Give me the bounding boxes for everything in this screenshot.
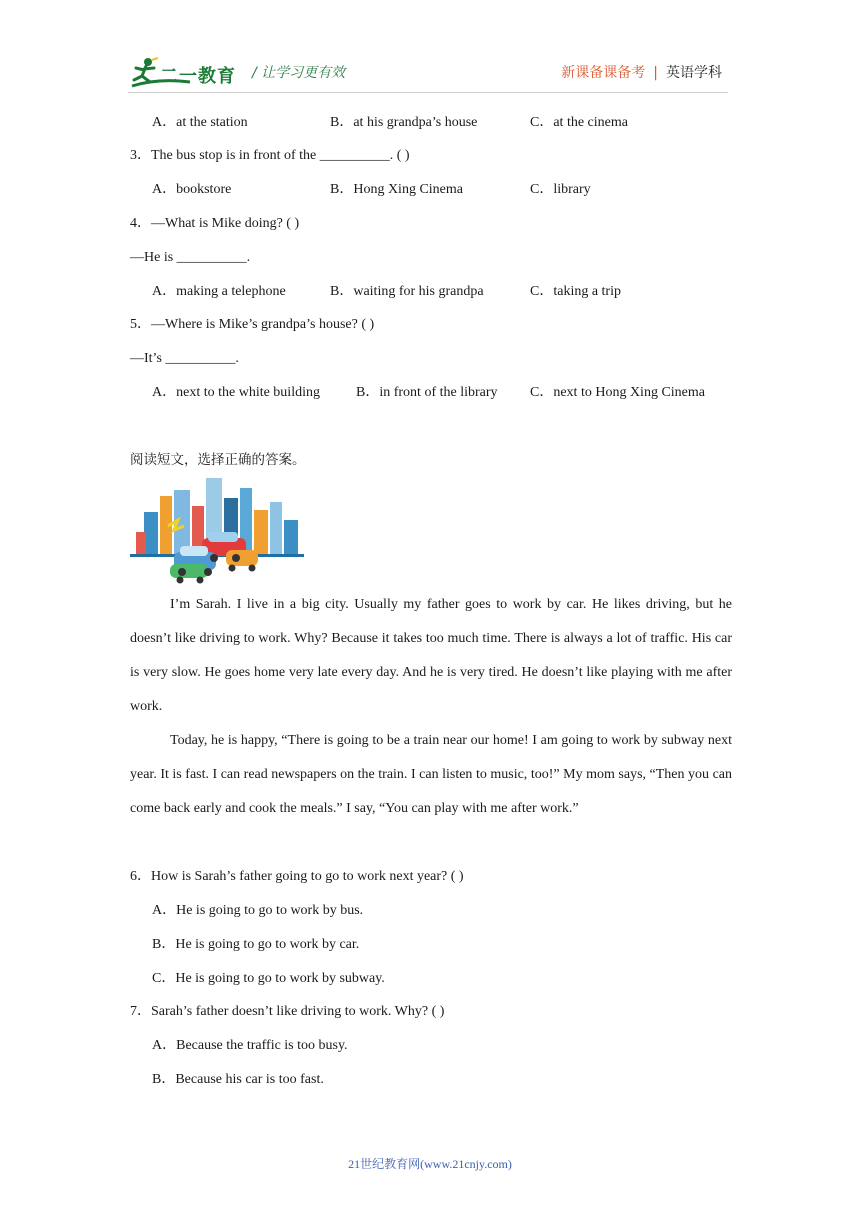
q4-option-b: B．waiting for his grandpa xyxy=(330,284,484,299)
passage-paragraph-2: Today, he is happy, “There is going to be a train near our home! I am going to work by subway next year. It is fast. I can read newspapers on the train. I can listen to music, too!” My mom says, “Then you can come back early and cook the meals.” I say, “You can play with me after work.” xyxy=(130,733,732,816)
q6-option-b: B．He is going to go to work by car. xyxy=(152,937,360,952)
q3-stem: 3．The bus stop is in front of the __________. ( ) xyxy=(130,148,410,163)
q3-option-b: B．Hong Xing Cinema xyxy=(330,182,463,197)
page-footer: 21世纪教育网(www.21cnjy.com) xyxy=(348,1157,512,1171)
q7-option-a: A．Because the traffic is too busy. xyxy=(152,1038,348,1053)
q7-option-b: B．Because his car is too fast. xyxy=(152,1072,324,1087)
page-header xyxy=(128,56,728,92)
header-tagline: 新课备课备考 xyxy=(561,65,646,81)
header-divider xyxy=(128,92,728,93)
q4-stem: 4．—What is Mike doing? ( ) xyxy=(130,216,300,231)
logo-text: 二一教育 xyxy=(160,66,236,87)
header-subject-label: 英语学科 xyxy=(666,65,722,81)
q2-option-a: A．at the station xyxy=(152,115,248,130)
q2-option-c: C．at the cinema xyxy=(530,115,628,130)
q5-stem: 5．—Where is Mike’s grandpa’s house? ( ) xyxy=(130,317,375,332)
q2-option-b: B．at his grandpa’s house xyxy=(330,115,478,130)
q6-stem: 6．How is Sarah’s father going to go to work next year? ( ) xyxy=(130,869,464,884)
passage-paragraph-1: I’m Sarah. I live in a big city. Usually my father goes to work by car. He likes driving, but he doesn’t like driving to work. Why? Because it takes too much time. There is always a lot of traffic. His car is very slow. He goes home very late every day. And he is very tired. He doesn’t like playing with me after work. xyxy=(130,597,732,714)
city-traffic-illustration xyxy=(130,476,304,586)
q4-option-a: A．making a telephone xyxy=(152,284,286,299)
q5-option-a: A．next to the white building xyxy=(152,385,320,400)
q6-option-a: A．He is going to go to work by bus. xyxy=(152,903,364,918)
q5-option-b: B．in front of the library xyxy=(356,385,498,400)
reading-instruction: 阅读短文，选择正确的答案。 xyxy=(130,452,306,468)
q3-option-a: A．bookstore xyxy=(152,182,232,197)
q5-answer-line: —It’s __________. xyxy=(130,351,239,366)
header-slogan: / 让学习更有效 xyxy=(252,65,346,81)
q4-option-c: C．taking a trip xyxy=(530,284,621,299)
q6-option-c: C．He is going to go to work by subway. xyxy=(152,971,385,986)
q7-stem: 7．Sarah’s father doesn’t like driving to work. Why? ( ) xyxy=(130,1004,445,1019)
q5-option-c: C．next to Hong Xing Cinema xyxy=(530,385,705,400)
header-separator: | xyxy=(653,65,658,81)
q3-option-c: C．library xyxy=(530,182,591,197)
header-subject xyxy=(561,62,722,82)
q4-answer-line: —He is __________. xyxy=(130,250,251,265)
